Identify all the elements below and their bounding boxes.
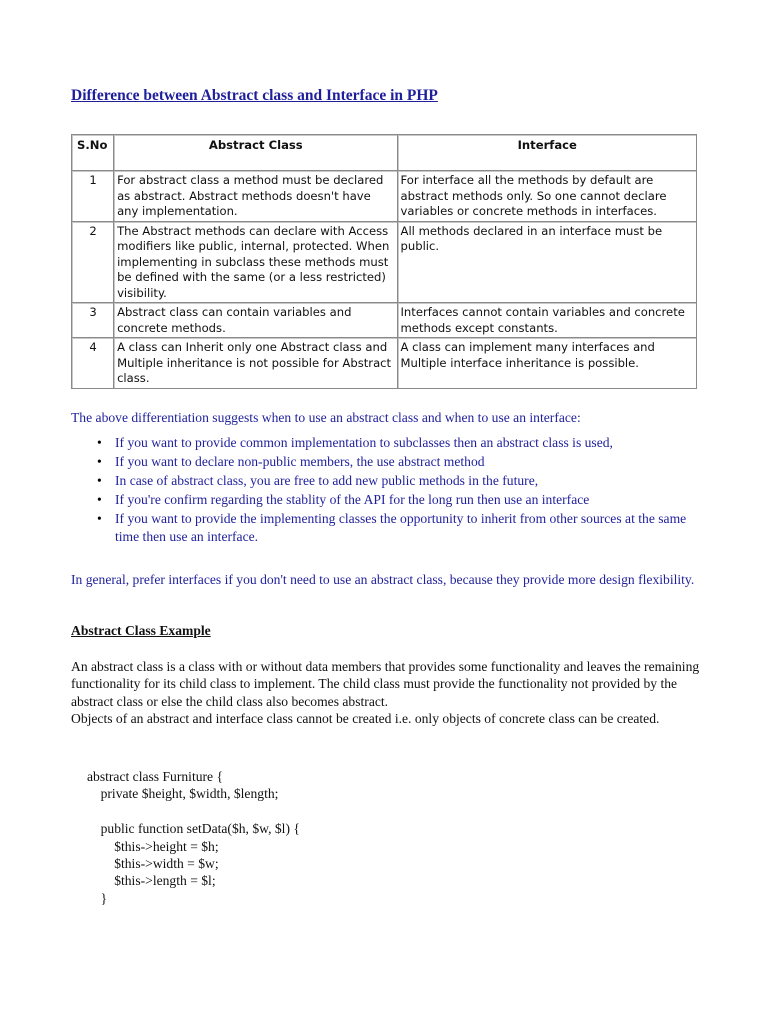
row-number: 2 — [72, 222, 114, 304]
code-snippet — [87, 768, 300, 907]
code-line: abstract class Furniture { — [87, 769, 224, 784]
header-sno: S.No — [72, 135, 114, 171]
code-line: public function setData($h, $w, $l) { — [87, 821, 300, 837]
row-number: 3 — [72, 303, 114, 338]
list-item: • If you want to declare non-public members, the use abstract method — [115, 453, 701, 471]
row-number: 1 — [72, 171, 114, 222]
example-paragraph-2: Objects of an abstract and interface class cannot be created i.e. only objects of concrete class can be created. — [71, 711, 660, 727]
general-advice-text: In general, prefer interfaces if you don't need to use an abstract class, because they provide more design flexibility. — [71, 572, 695, 587]
interface-cell: All methods declared in an interface must be public. — [398, 222, 697, 304]
example-heading: Abstract Class Example — [71, 623, 211, 638]
list-item: • If you're confirm regarding the stablity of the API for the long run then use an interface — [115, 491, 701, 509]
interface-cell: A class can implement many interfaces and Multiple interface inheritance is possible. — [398, 338, 697, 389]
table-row — [72, 171, 697, 222]
list-item: • If you want to provide the implementing classes the opportunity to inherit from other sources at the same time then use an interface. — [115, 510, 701, 546]
abstract-cell: Abstract class can contain variables and concrete methods. — [114, 303, 397, 338]
table-row — [72, 338, 697, 389]
example-paragraph-1: An abstract class is a class with or without data members that provides some functionality and leaves the remaining functionality for its child class to implement. The child class must provide the functionality not provided by the abstract class or else the child class also becomes abstract. — [71, 659, 700, 709]
example-description — [71, 658, 711, 728]
page-title: Difference between Abstract class and Interface in PHP — [71, 87, 438, 104]
header-interface: Interface — [398, 135, 697, 171]
table-header-row — [72, 135, 697, 171]
code-line: } — [87, 890, 108, 906]
code-line: $this->length = $l; — [87, 873, 216, 889]
intro-text: The above differentiation suggests when to use an abstract class and when to use an interface: — [71, 410, 581, 425]
row-number: 4 — [72, 338, 114, 389]
list-item: • In case of abstract class, you are free to add new public methods in the future, — [115, 472, 701, 490]
list-item: • If you want to provide common implementation to subclasses then an abstract class is used, — [115, 434, 701, 452]
code-line: $this->width = $w; — [87, 856, 219, 872]
header-abstract-class: Abstract Class — [114, 135, 397, 171]
code-line: $this->height = $h; — [87, 838, 219, 854]
table-row — [72, 303, 697, 338]
code-line: private $height, $width, $length; — [87, 786, 279, 802]
abstract-cell: The Abstract methods can declare with Access modifiers like public, internal, protected. When implementing in subclass these methods must be defined with the same (or a less restricted) visibility. — [114, 222, 397, 304]
usage-bullet-list — [71, 434, 701, 547]
comparison-table — [71, 134, 697, 389]
interface-cell: Interfaces cannot contain variables and concrete methods except constants. — [398, 303, 697, 338]
interface-cell: For interface all the methods by default are abstract methods only. So one cannot declare variables or concrete methods in interfaces. — [398, 171, 697, 222]
table-row — [72, 222, 697, 304]
code-line — [87, 803, 300, 820]
abstract-cell: A class can Inherit only one Abstract class and Multiple inheritance is not possible for Abstract class. — [114, 338, 397, 389]
abstract-cell: For abstract class a method must be declared as abstract. Abstract methods doesn't have any implementation. — [114, 171, 397, 222]
